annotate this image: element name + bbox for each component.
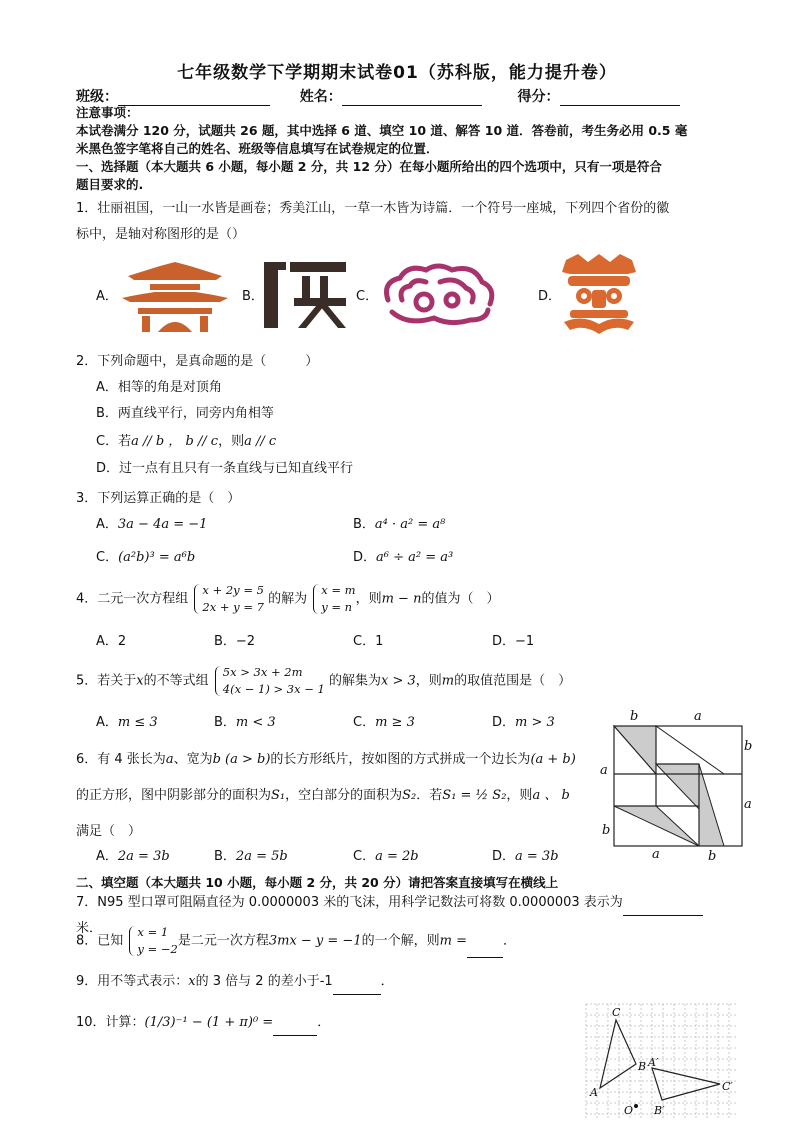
emblem-d-crown: [562, 254, 636, 274]
class-label: 班级：: [76, 89, 118, 105]
q5-ineq-1: 5x > 3x + 2m: [222, 665, 303, 679]
q6-l1-post: 的长方形纸片，按如图的方式拼成一个边长为: [270, 752, 531, 767]
q6-option-c[interactable]: [353, 846, 419, 868]
q9-prefix: 9．用不等式表示：: [76, 974, 189, 989]
q4-option-a[interactable]: A．2: [96, 634, 127, 649]
emblem-a-pillar-right: [200, 316, 208, 332]
q2-option-c[interactable]: [96, 431, 276, 453]
q6-a-label: A．: [96, 849, 118, 864]
q5-d-expr: m > 3: [515, 715, 555, 730]
q5-ineq-2: 4(x − 1) > 3x − 1: [222, 682, 325, 696]
q6-d-expr: a = 3b: [515, 849, 559, 864]
q10-post: ．: [317, 1015, 331, 1030]
q3-a-label: A．: [96, 517, 118, 532]
q4-post: 的值为（ ）: [421, 591, 500, 607]
q3-d-expr: a⁶ ÷ a² = a³: [376, 550, 454, 565]
q6-fig-label-a-bottom: a: [652, 847, 660, 862]
q1-line-2: 标中，是轴对称图形的是（）: [76, 227, 246, 242]
q6-l2-mid3: ，则: [506, 788, 533, 803]
question-8: [76, 924, 726, 958]
question-2: [76, 349, 726, 375]
q6-fig-label-b-bottom: b: [708, 849, 717, 864]
q8-prefix: 8．已知: [76, 933, 124, 949]
notes-heading: 注意事项：: [76, 105, 139, 120]
q4-sol-2: y = n: [321, 600, 353, 614]
q7-answer-blank[interactable]: [623, 902, 703, 916]
q5-c-label: C．: [353, 715, 376, 730]
q4-eq-1: x + 2y = 5: [202, 583, 264, 597]
q8-mid: 是二元一次方程: [177, 933, 269, 949]
q9-end: ．: [380, 974, 394, 989]
q3-option-a[interactable]: [96, 514, 207, 536]
q3-option-c[interactable]: [96, 547, 195, 569]
q6-shaded-right: [699, 764, 724, 846]
q2-c-math: a // b ， b // c: [131, 434, 219, 449]
q4-option-d[interactable]: D．−1: [492, 634, 535, 649]
q1-option-c-emblem: [378, 260, 500, 332]
q6-shaded-bottom: [614, 806, 699, 846]
q6-c-expr: a = 2b: [375, 849, 419, 864]
q5-m: m: [441, 673, 455, 689]
q6-l2-mid: ，空白部分的面积为: [285, 788, 403, 803]
q5-option-b[interactable]: [214, 712, 276, 734]
triangle-abc: [600, 1020, 636, 1088]
q10-expr: (1/3)⁻¹ − (1 + π)⁰ =: [144, 1015, 274, 1030]
q6-fig-label-a-left: a: [600, 763, 608, 778]
q3-option-d[interactable]: [353, 547, 453, 569]
q8-post: ．: [502, 933, 516, 949]
q6-eq: S₁ = ½ S₂: [442, 788, 507, 803]
question-9: [76, 969, 726, 995]
q2-option-d[interactable]: D．过一点有且只有一条直线与已知直线平行: [96, 461, 354, 476]
label-c-prime: C′: [722, 1080, 733, 1093]
label-o: O: [624, 1104, 634, 1117]
point-o: [634, 1104, 638, 1108]
q2-c-math2: a // c: [244, 434, 277, 449]
q4-system: [192, 582, 264, 616]
emblem-a-roof-top: [128, 262, 222, 280]
q3-b-expr: a⁴ · a² = a⁸: [374, 517, 446, 532]
notes-line-1: 本试卷满分 120 分，试题共 26 题，其中选择 6 道、填空 10 道、解答 10 道．答卷前，考生务必用 0.5 毫: [76, 123, 688, 138]
q5-system: [213, 664, 325, 698]
q4-sol-1: x = m: [321, 583, 356, 597]
q5-option-c[interactable]: [353, 712, 415, 734]
label-c: C: [612, 1006, 621, 1019]
q4-post-math: m − n: [381, 591, 422, 607]
q8-eq-2: y = −2: [137, 942, 178, 956]
label-a: A: [590, 1086, 598, 1099]
page-title: 七年级数学下学期期末试卷01（苏科版，能力提升卷）: [177, 63, 617, 83]
q6-square-figure: [596, 706, 756, 866]
q1-option-a-emblem: [120, 258, 230, 334]
q1-line-1: 1．壮丽祖国，一山一水皆是画卷；秀美江山，一草一木皆为诗篇．一个符号一座城，下列四个省份的徽: [76, 201, 670, 216]
q6-shaded-mid: [656, 764, 699, 809]
q3-c-label: C．: [96, 550, 119, 565]
q8-mid2: 的一个解，则: [361, 933, 440, 949]
q6-l1-pre: 6．有 4 张长为: [76, 752, 166, 767]
q6-b-expr: 2a = 5b: [235, 849, 288, 864]
q5-a-expr: m ≤ 3: [117, 715, 158, 730]
q3-option-b[interactable]: [353, 514, 445, 536]
q1-option-d-emblem: [558, 252, 640, 340]
q6-fig-label-a-top: a: [694, 709, 702, 724]
q6-a-expr: 2a = 3b: [117, 849, 170, 864]
q4-eq-2: 2x + y = 7: [202, 600, 264, 614]
section1-heading-2: 题目要求的.: [76, 177, 144, 192]
q8-m: m =: [439, 933, 467, 949]
q3-a-expr: 3a − 4a = −1: [117, 517, 208, 532]
q6-b-label: B．: [214, 849, 236, 864]
q6-c-label: C．: [353, 849, 376, 864]
q8-eq: 3mx − y = −1: [268, 933, 362, 949]
q3-d-label: D．: [353, 550, 377, 565]
q6-line-1: [76, 742, 596, 778]
q6-s1: S₁: [271, 788, 286, 803]
label-b: B: [638, 1060, 647, 1073]
q5-var: x: [136, 673, 144, 689]
question-3: [76, 486, 726, 512]
q6-line-2: [76, 778, 596, 814]
q6-l2-pre: 的正方形，图中阴影部分的面积为: [76, 788, 272, 803]
q6-fig-label-a-right: a: [744, 797, 752, 812]
question-4: [76, 582, 726, 616]
q2-c-mid: ，则: [218, 434, 245, 449]
q1-option-d-label[interactable]: D．: [538, 289, 562, 304]
q6-fig-label-b-right: b: [744, 739, 753, 754]
section2-heading: 二、填空题（本大题共 10 小题，每小题 2 分，共 20 分）请把答案直接填写在横线上: [76, 875, 559, 890]
emblem-a-arch: [158, 322, 192, 332]
q6-d-label: D．: [492, 849, 516, 864]
q5-b-label: B．: [214, 715, 236, 730]
emblem-a-pillar-left: [142, 316, 150, 332]
q6-fig-label-b-left: b: [602, 823, 611, 838]
q6-option-a[interactable]: [96, 846, 170, 868]
q9-post: 的 3 倍与 2 的差小于-1: [195, 974, 333, 989]
q4-prefix: 4．二元一次方程组: [76, 591, 189, 607]
q9-answer-blank[interactable]: [333, 981, 381, 995]
q5-mid1: 的不等式组: [143, 673, 209, 689]
q5-prefix: 5．若关于: [76, 673, 137, 689]
q5-post: 的取值范围是（ ）: [454, 673, 572, 689]
q8-system: [127, 924, 177, 958]
notes-block: [76, 104, 726, 194]
q3-c-expr: (a²b)³ = a⁶b: [118, 550, 196, 565]
name-label: 姓名：: [299, 89, 342, 105]
score-label: 得分：: [517, 89, 560, 105]
q5-sol: x > 3: [381, 673, 416, 689]
q10-answer-blank[interactable]: [273, 1022, 317, 1036]
section1-heading-1: 一、选择题（本大题共 6 小题，每小题 2 分，共 12 分）在每小题所给出的四个选项中，只有一项是符合: [76, 159, 662, 174]
q6-l2-mid2: ．若: [416, 788, 443, 803]
q6-l1-mid: 、宽为: [173, 752, 213, 767]
q8-answer-blank[interactable]: [467, 944, 503, 958]
q9-var: x: [188, 974, 196, 989]
q5-option-d[interactable]: [492, 712, 555, 734]
q5-d-label: D．: [492, 715, 516, 730]
q3-stem: 3．下列运算正确的是（ ）: [76, 491, 241, 506]
q2-option-b[interactable]: B．两直线平行，同旁内角相等: [96, 406, 274, 421]
question-5: [76, 664, 726, 698]
q4-option-b[interactable]: B．−2: [214, 634, 256, 649]
triangle-a1b1c1: [652, 1068, 720, 1100]
q4-option-c[interactable]: C．1: [353, 634, 384, 649]
q3-b-label: B．: [353, 517, 375, 532]
q2-c-prefix: C．若: [96, 434, 132, 449]
q4-post-prefix: ，则: [355, 591, 382, 607]
q4-solution: [311, 582, 355, 616]
q6-option-d[interactable]: [492, 846, 559, 868]
q8-eq-1: x = 1: [137, 925, 169, 939]
grid-lines: [586, 1004, 738, 1118]
q6-side: (a + b): [530, 752, 576, 767]
q2-option-a[interactable]: A．相等的角是对顶角: [96, 380, 222, 395]
q2-stem: 2．下列命题中，是真命题的是（ ）: [76, 354, 319, 369]
grid-figure: [584, 1002, 740, 1120]
student-info-row: [76, 86, 680, 106]
q6-line-3: 满足（ ）: [76, 824, 142, 839]
q5-b-expr: m < 3: [235, 715, 276, 730]
q4-mid: 的解为: [268, 591, 308, 607]
q6-ab: a 、 b: [532, 788, 570, 803]
q1-option-b-label[interactable]: B．: [242, 289, 264, 304]
emblem-a-roof-mid: [122, 292, 228, 302]
q7-post: 米．: [76, 921, 103, 936]
q6-cond: b (a > b): [212, 752, 271, 767]
q5-mid2: 的解集为: [328, 673, 381, 689]
emblem-b-top-bar: [290, 262, 346, 272]
q5-c-expr: m ≥ 3: [375, 715, 415, 730]
q1-option-a-label[interactable]: A．: [96, 289, 118, 304]
q6-a: a: [165, 752, 174, 767]
question-6: [76, 742, 596, 850]
q7-text: 7．N95 型口罩可阻隔直径为 0.0000003 米的飞沫，用科学记数法可将数 0.0000003 表示为: [76, 895, 623, 910]
q5-option-a[interactable]: [96, 712, 158, 734]
q6-option-b[interactable]: [214, 846, 288, 868]
q5-a-label: A．: [96, 715, 118, 730]
q6-s2: S₂: [402, 788, 417, 803]
label-a-prime: A′: [648, 1056, 659, 1069]
label-b-prime: B′: [654, 1104, 665, 1117]
notes-line-2: 米黑色签字笔将自己的姓名、班级等信息填写在试卷规定的位置．: [76, 141, 439, 156]
emblem-a-bar: [138, 308, 212, 314]
q1-option-c-label[interactable]: C．: [356, 289, 379, 304]
q6-fig-label-b-top: b: [630, 709, 639, 724]
question-1: [76, 196, 726, 248]
q1-option-b-emblem: [262, 258, 350, 332]
emblem-a-beam: [150, 284, 200, 290]
q5-mid3: ，则: [415, 673, 442, 689]
q10-prefix: 10．计算：: [76, 1015, 145, 1030]
emblem-b-left-stroke: [264, 262, 278, 328]
